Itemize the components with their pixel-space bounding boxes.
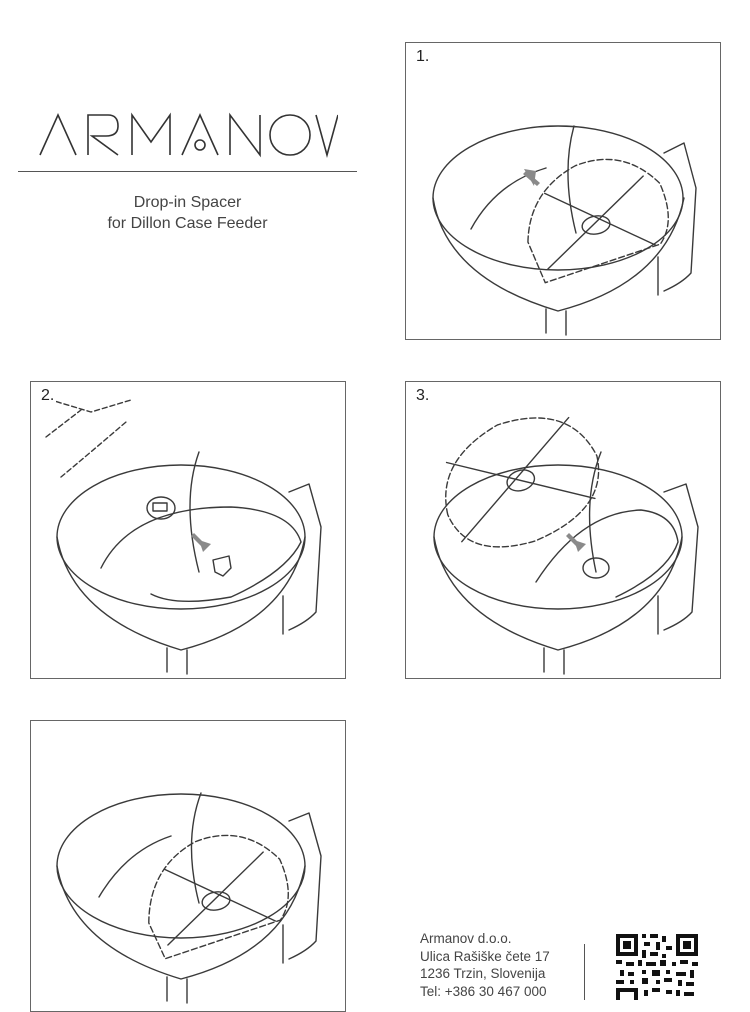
- step-1-number: 1.: [416, 48, 430, 65]
- company-city: 1236 Trzin, Slovenija: [420, 966, 546, 981]
- step-1-panel: [405, 42, 721, 340]
- footer-divider: [584, 944, 585, 1000]
- step-2-illustration: [31, 382, 345, 678]
- subtitle-line-1: Drop-in Spacer: [133, 194, 242, 211]
- subtitle-line-2: for Dillon Case Feeder: [107, 215, 268, 232]
- step-2-number: 2.: [41, 387, 55, 404]
- document-subtitle: [18, 192, 357, 234]
- armanov-logo: [38, 112, 338, 158]
- step-3-number: 3.: [416, 387, 430, 404]
- step-3-panel: [405, 381, 721, 679]
- step-4-illustration: [31, 721, 345, 1011]
- company-name: Armanov d.o.o.: [420, 931, 512, 946]
- company-street: Ulica Rašiške čete 17: [420, 948, 550, 964]
- qr-code-icon: [616, 934, 698, 1000]
- step-2-panel: [30, 381, 346, 679]
- step-1-illustration: [406, 43, 720, 339]
- header-divider: [18, 171, 357, 172]
- step-4-panel: [30, 720, 346, 1012]
- company-phone: Tel: +386 30 467 000: [420, 983, 547, 999]
- contact-info: [420, 930, 550, 1000]
- step-3-illustration: [406, 382, 720, 678]
